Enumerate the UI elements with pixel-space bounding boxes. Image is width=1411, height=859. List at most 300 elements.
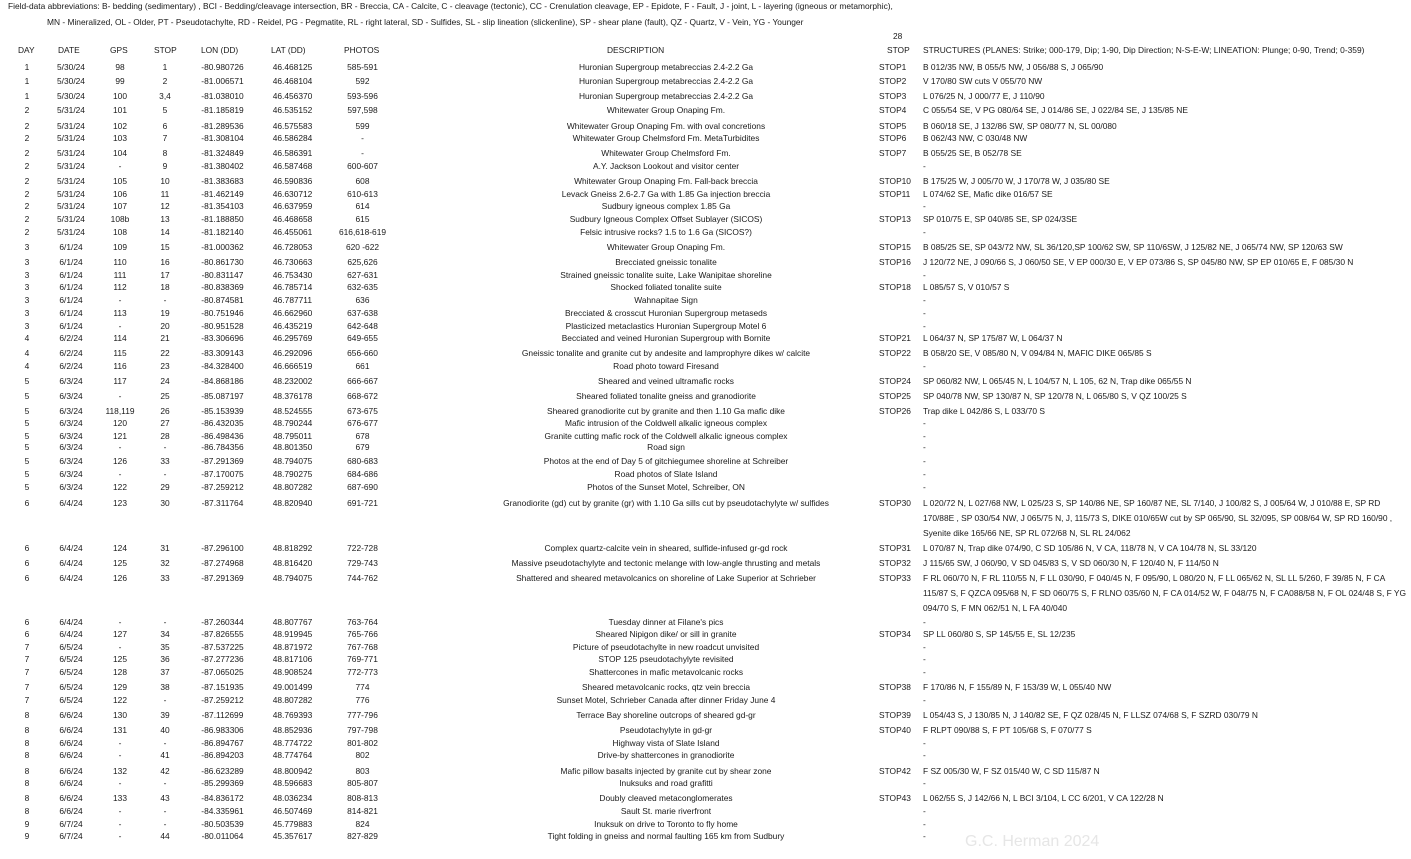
cell-photos: 729-743	[347, 558, 378, 568]
cell-description: Massive pseudotachylyte and tectonic melange with low-angle thrusting and metals	[511, 558, 821, 568]
cell-date: 6/2/24	[59, 333, 83, 343]
cell-photos: 808-813	[347, 793, 378, 803]
cell-day: 6	[24, 543, 30, 553]
cell-gps: 128	[113, 667, 127, 677]
cell-stop: 28	[160, 431, 170, 441]
cell-photos: 620 -622	[345, 242, 380, 252]
cell-date: 5/31/24	[57, 161, 85, 171]
cell-day: 5	[24, 469, 30, 479]
cell-stop-id: STOP3	[879, 91, 907, 101]
cell-lon: -87.274968	[201, 558, 244, 568]
cell-gps: 114	[113, 333, 127, 343]
cell-gps: 131	[113, 725, 127, 735]
cell-lon: -80.751946	[201, 308, 244, 318]
cell-photos: 637-638	[347, 308, 378, 318]
header-stop-id: STOP	[887, 45, 910, 55]
cell-photos: 597,598	[347, 105, 378, 115]
cell-description: Brecciated gneissic tonalite	[615, 257, 717, 267]
cell-description: Tuesday dinner at Filane's pics	[608, 617, 724, 627]
cell-description: Huronian Supergroup metabreccias 2.4-2.2 Ga	[578, 76, 754, 86]
cell-lon: -87.259212	[201, 695, 244, 705]
cell-day: 3	[24, 295, 30, 305]
cell-structures: -	[923, 654, 926, 664]
cell-photos: 600-607	[347, 161, 378, 171]
cell-date: 6/1/24	[59, 270, 83, 280]
cell-structures: -	[923, 227, 926, 237]
cell-date: 6/3/24	[59, 376, 83, 386]
cell-day: 3	[24, 242, 30, 252]
cell-date: 5/31/24	[57, 148, 85, 158]
cell-stop: 5	[162, 105, 168, 115]
cell-stop: -	[163, 617, 167, 627]
cell-stop-id: STOP30	[879, 498, 911, 508]
cell-lon: -85.299369	[201, 778, 244, 788]
cell-day: 3	[24, 308, 30, 318]
cell-description: Sheared metavolcanic rocks, qtz vein breccia	[581, 682, 751, 692]
cell-structures: -	[923, 806, 926, 816]
cell-lat: 48.795011	[273, 431, 312, 441]
table-row	[0, 441, 1411, 453]
cell-lat: 48.801350	[272, 442, 313, 452]
cell-gps: 98	[115, 62, 125, 72]
cell-lon: -87.112699	[201, 710, 244, 720]
cell-lat: 46.787711	[273, 295, 312, 305]
cell-description: Complex quartz-calcite vein in sheared, sulfide-infused gr-gd rock	[544, 543, 788, 553]
cell-lat: 48.820940	[272, 498, 313, 508]
cell-lon: -80.831147	[201, 270, 244, 280]
cell-stop: 41	[160, 750, 170, 760]
table-row	[0, 572, 1411, 613]
cell-lat: 46.455061	[272, 227, 313, 237]
cell-date: 6/3/24	[59, 431, 83, 441]
cell-photos: 625,626	[347, 257, 378, 267]
cell-description: Sudbury igneous complex 1.85 Ga	[601, 201, 731, 211]
cell-date: 6/6/24	[59, 738, 83, 748]
cell-date: 6/4/24	[59, 617, 83, 627]
cell-date: 6/3/24	[59, 391, 83, 401]
cell-photos: 763-764	[347, 617, 378, 627]
cell-stop-id: STOP31	[879, 543, 911, 553]
cell-description: Sudbury Igneous Complex Offset Sublayer (SICOS)	[569, 214, 763, 224]
cell-photos: 684-686	[347, 469, 378, 479]
cell-photos: 687-690	[347, 482, 378, 492]
cell-photos: 801-802	[347, 738, 378, 748]
cell-lat: 46.587468	[272, 161, 313, 171]
cell-date: 6/6/24	[59, 725, 83, 735]
stop-count: 28	[893, 31, 903, 41]
cell-lat: 45.779883	[272, 819, 313, 829]
cell-date: 6/6/24	[59, 750, 83, 760]
cell-stop: 15	[160, 242, 170, 252]
cell-lat: 46.292096	[272, 348, 313, 358]
cell-day: 4	[24, 333, 30, 343]
cell-lat: 46.753430	[272, 270, 313, 280]
header-lon: LON (DD)	[201, 45, 239, 55]
cell-lat: 48.774764	[272, 750, 313, 760]
cell-lon: -87.291369	[201, 573, 244, 583]
cell-gps: -	[118, 295, 122, 305]
cell-stop: 14	[160, 227, 170, 237]
cell-date: 5/31/24	[57, 214, 85, 224]
cell-date: 6/1/24	[59, 257, 83, 267]
cell-day: 5	[24, 456, 30, 466]
cell-structures: B 060/18 SE, J 132/86 SW, SP 080/77 N, SL 00/080	[923, 121, 1117, 131]
cell-description: Road sign	[647, 442, 685, 452]
cell-lat: 48.376178	[272, 391, 313, 401]
cell-stop-id: STOP43	[879, 793, 911, 803]
cell-stop: 23	[160, 361, 170, 371]
cell-day: 2	[24, 189, 30, 199]
table-row	[0, 724, 1411, 736]
cell-lat: 46.468125	[272, 62, 313, 72]
cell-structures: L 062/55 S, J 142/66 N, L BCI 3/104, L CC 6/201, V CA 122/28 N	[923, 793, 1164, 803]
cell-day: 8	[24, 793, 30, 803]
cell-photos: 803	[355, 766, 370, 776]
cell-structures: SP LL 060/80 S, SP 145/55 E, SL 12/235	[923, 629, 1076, 639]
cell-gps: -	[118, 778, 122, 788]
cell-stop: 34	[160, 629, 170, 639]
cell-day: 9	[24, 819, 30, 829]
cell-photos: 649-655	[347, 333, 378, 343]
cell-lat: 48.908524	[272, 667, 313, 677]
cell-description: Picture of pseudotachylte in new roadcut unvisited	[572, 642, 760, 652]
cell-gps: 106	[113, 189, 127, 199]
cell-day: 2	[24, 148, 30, 158]
header-description: DESCRIPTION	[607, 45, 665, 55]
cell-description: Whitewater Group Chelmsford Fm.	[601, 148, 731, 158]
cell-photos: 632-635	[347, 282, 378, 292]
cell-stop: 22	[160, 348, 170, 358]
cell-stop: 35	[160, 642, 170, 652]
cell-stop: 38	[160, 682, 170, 692]
cell-structures: SP 010/75 E, SP 040/85 SE, SP 024/3SE	[923, 214, 1078, 224]
cell-lon: -87.065025	[201, 667, 244, 677]
cell-stop: 10	[160, 176, 170, 186]
cell-stop-id: STOP40	[879, 725, 911, 735]
cell-description: Strained gneissic tonalite suite, Lake Wanipitae shoreline	[560, 270, 772, 280]
cell-gps: 124	[113, 543, 127, 553]
cell-lat: 48.596683	[272, 778, 313, 788]
cell-date: 6/5/24	[59, 667, 83, 677]
cell-gps: 103	[113, 133, 127, 143]
cell-stop: 12	[160, 201, 170, 211]
cell-date: 6/1/24	[59, 308, 83, 318]
table-row	[0, 160, 1411, 172]
cell-lon: -80.874581	[201, 295, 244, 305]
cell-stop-id: STOP24	[879, 376, 911, 386]
cell-description: Highway vista of Slate Island	[612, 738, 720, 748]
table-row	[0, 481, 1411, 493]
cell-date: 6/3/24	[59, 418, 83, 428]
cell-day: 7	[24, 667, 30, 677]
cell-date: 6/1/24	[59, 282, 83, 292]
cell-structures: -	[923, 738, 926, 748]
cell-description: Becciated and veined Huronian Supergroup with Bornite	[561, 333, 771, 343]
cell-description: Sault St. marie riverfront	[620, 806, 712, 816]
cell-lon: -81.324849	[201, 148, 244, 158]
cell-lat: 46.575583	[272, 121, 313, 131]
cell-structures: B 175/25 W, J 005/70 W, J 170/78 W, J 035/80 SE	[923, 176, 1110, 186]
cell-structures: F 170/86 N, F 155/89 N, F 153/39 W, L 055/40 NW	[923, 682, 1112, 692]
cell-structures: -	[923, 695, 926, 705]
cell-stop: -	[163, 738, 167, 748]
table-row	[0, 694, 1411, 706]
cell-structures: Trap dike L 042/86 S, L 033/70 S	[923, 406, 1045, 416]
cell-description: Whitewater Group Onaping Fm. with oval concretions	[566, 121, 766, 131]
cell-gps: 121	[113, 431, 127, 441]
cell-lat: 46.666519	[272, 361, 313, 371]
table-row	[0, 830, 1411, 842]
cell-lon: -81.308104	[201, 133, 244, 143]
cell-date: 6/5/24	[59, 682, 83, 692]
cell-description: Sheared granodiorite cut by granite and then 1.10 Ga mafic dike	[547, 406, 785, 416]
cell-stop: -	[163, 806, 167, 816]
cell-day: 3	[24, 257, 30, 267]
cell-photos: 673-675	[347, 406, 378, 416]
table-row	[0, 281, 1411, 293]
cell-description: Mafic intrusion of the Coldwell alkalic igneous complex	[564, 418, 768, 428]
cell-day: 2	[24, 133, 30, 143]
cell-structures: SP 060/82 NW, L 065/45 N, L 104/57 N, L 105, 62 N, Trap dike 065/55 N	[923, 376, 1192, 386]
cell-description: Plasticized metaclastics Huronian Supergroup Motel 6	[565, 321, 767, 331]
cell-description: Levack Gneiss 2.6-2.7 Ga with 1.85 Ga injection breccia	[561, 189, 771, 199]
cell-date: 6/6/24	[59, 793, 83, 803]
cell-lon: -81.182140	[201, 227, 244, 237]
cell-date: 6/5/24	[59, 642, 83, 652]
cell-structures: F SZ 005/30 W, F SZ 015/40 W, C SD 115/87 N	[923, 766, 1100, 776]
cell-date: 5/31/24	[57, 105, 85, 115]
cell-photos: 680-683	[347, 456, 378, 466]
cell-description: Sheared foliated tonalite gneiss and granodiorite	[576, 391, 756, 401]
cell-lat: 48.807282	[272, 695, 313, 705]
cell-lat: 48.232002	[272, 376, 313, 386]
table-row	[0, 256, 1411, 268]
abbreviations-line-2: MN - Mineralized, OL - Older, PT - Pseudotachylte, RD - Reidel, PG - Pegmatite, RL - right lateral, SD - Sulfides, SL - slip lineation (slickenline), SP - shear plane (fault), QZ - Quartz, V - Vein, YG - Younger	[47, 17, 804, 27]
cell-description: Granodiorite (gd) cut by granite (gr) with 1.10 Ga sills cut by pseudotachylyte w/ sulfides	[503, 498, 829, 508]
cell-structures: B 055/25 SE, B 052/78 SE	[923, 148, 1022, 158]
cell-date: 5/30/24	[57, 76, 85, 86]
cell-stop-id: STOP22	[879, 348, 911, 358]
cell-gps: 107	[113, 201, 127, 211]
cell-stop: 1	[162, 62, 168, 72]
cell-stop: 9	[162, 161, 168, 171]
cell-lat: 48.852936	[272, 725, 313, 735]
cell-gps: 126	[113, 456, 127, 466]
cell-gps: 126	[113, 573, 127, 583]
cell-description: Inuksuks and road grafitti	[619, 778, 713, 788]
table-row	[0, 455, 1411, 467]
cell-photos: 814-821	[347, 806, 378, 816]
cell-stop-id: STOP5	[879, 121, 907, 131]
cell-structures: -	[923, 819, 926, 829]
cell-day: 9	[24, 831, 30, 841]
cell-lat: 48.524555	[272, 406, 313, 416]
cell-photos: 608	[355, 176, 370, 186]
cell-stop: -	[163, 295, 167, 305]
cell-stop: 11	[160, 189, 170, 199]
cell-lat: 46.295769	[272, 333, 313, 343]
table-row	[0, 468, 1411, 480]
cell-stop: 32	[160, 558, 170, 568]
cell-gps: 112	[113, 282, 127, 292]
cell-gps: 110	[113, 257, 127, 267]
cell-stop: 33	[160, 573, 170, 583]
cell-photos: 661	[355, 361, 370, 371]
cell-lat: 46.435219	[272, 321, 313, 331]
cell-stop: 3,4	[159, 91, 171, 101]
cell-lat: 48.807282	[272, 482, 313, 492]
cell-description: Sheared and veined ultramafic rocks	[598, 376, 734, 386]
table-row	[0, 104, 1411, 116]
cell-stop-id: STOP7	[879, 148, 907, 158]
cell-day: 6	[24, 617, 30, 627]
cell-lon: -81.006571	[201, 76, 244, 86]
cell-description: Whitewater Group Onaping Fm. Fall-back breccia	[574, 176, 758, 186]
cell-stop: 24	[160, 376, 170, 386]
header-lat: LAT (DD)	[271, 45, 306, 55]
table-row	[0, 653, 1411, 665]
cell-photos: 691-721	[347, 498, 378, 508]
cell-day: 7	[24, 695, 30, 705]
cell-description: Doubly cleaved metaconglomerates	[599, 793, 733, 803]
cell-photos: 656-660	[347, 348, 378, 358]
table-row	[0, 200, 1411, 212]
cell-stop: 30	[160, 498, 170, 508]
cell-lon: -80.980726	[201, 62, 244, 72]
cell-description: Huronian Supergroup metabreccias 2.4-2.2 Ga	[578, 62, 754, 72]
cell-stop: 37	[160, 667, 170, 677]
cell-description: Granite cutting mafic rock of the Coldwell alkalic igneous complex	[544, 431, 788, 441]
cell-day: 8	[24, 750, 30, 760]
cell-lon: -86.784356	[201, 442, 244, 452]
table-row	[0, 332, 1411, 344]
cell-date: 6/4/24	[59, 573, 83, 583]
table-row	[0, 777, 1411, 789]
cell-photos: 772-773	[347, 667, 378, 677]
cell-description: Whitewater Group Chelmsford Fm. MetaTurbidites	[572, 133, 760, 143]
cell-photos: 805-807	[347, 778, 378, 788]
cell-stop: 19	[160, 308, 170, 318]
cell-structures: C 055/54 SE, V PG 080/64 SE, J 014/86 SE, J 022/84 SE, J 135/85 NE	[923, 105, 1188, 115]
cell-structures: J 120/72 NE, J 090/66 S, J 060/50 SE, V EP 000/30 E, V EP 073/86 S, SP 045/80 NW, SP EP 010/65 E, F 085/30 N	[923, 257, 1354, 267]
cell-day: 3	[24, 270, 30, 280]
cell-gps: 120	[113, 418, 127, 428]
cell-date: 5/31/24	[57, 133, 85, 143]
cell-lon: -86.623289	[201, 766, 244, 776]
cell-date: 6/5/24	[59, 654, 83, 664]
cell-date: 6/3/24	[59, 482, 83, 492]
cell-description: Felsic intrusive rocks? 1.5 to 1.6 Ga (SICOS?)	[580, 227, 752, 237]
cell-date: 5/31/24	[57, 189, 85, 199]
cell-gps: 113	[113, 308, 127, 318]
cell-lat: 46.730663	[272, 257, 313, 267]
cell-structures: L 076/25 N, J 000/77 E, J 110/90	[923, 91, 1045, 101]
cell-lon: -87.311764	[201, 498, 244, 508]
cell-stop-id: STOP2	[879, 76, 907, 86]
cell-stop-id: STOP6	[879, 133, 907, 143]
cell-structures: B 062/43 NW, C 030/48 NW	[923, 133, 1028, 143]
cell-structures: V 170/80 SW cuts V 055/70 NW	[923, 76, 1043, 86]
cell-day: 5	[24, 482, 30, 492]
cell-lon: -84.836172	[201, 793, 244, 803]
cell-day: 6	[24, 558, 30, 568]
cell-gps: 101	[113, 105, 127, 115]
cell-lon: -83.309143	[201, 348, 244, 358]
watermark: G.C. Herman 2024	[965, 833, 1100, 850]
cell-gps: 118,119	[105, 406, 135, 416]
cell-gps: -	[118, 391, 122, 401]
cell-gps: 108b	[110, 214, 130, 224]
cell-lon: -80.011064	[201, 831, 244, 841]
cell-structures: -	[923, 270, 926, 280]
cell-stop: 17	[160, 270, 170, 280]
cell-gps: 116	[113, 361, 127, 371]
cell-structures: -	[923, 617, 926, 627]
cell-stop: 39	[160, 710, 170, 720]
cell-date: 6/5/24	[59, 695, 83, 705]
cell-day: 2	[24, 214, 30, 224]
cell-stop: 2	[162, 76, 168, 86]
cell-structures: -	[923, 469, 926, 479]
cell-stop-id: STOP4	[879, 105, 907, 115]
cell-stop: 40	[160, 725, 170, 735]
cell-day: 7	[24, 682, 30, 692]
cell-lat: 48.036234	[272, 793, 313, 803]
cell-gps: 102	[113, 121, 127, 131]
cell-gps: -	[118, 321, 122, 331]
cell-gps: 123	[113, 498, 127, 508]
cell-day: 1	[24, 76, 30, 86]
cell-lon: -87.537225	[201, 642, 244, 652]
cell-description: Shattered and sheared metavolcanics on shoreline of Lake Superior at Schrieber	[516, 573, 816, 583]
table-row	[0, 147, 1411, 159]
cell-structures: L 054/43 S, J 130/85 N, J 140/82 SE, F QZ 028/45 N, F LLSZ 074/68 S, F SZRD 030/79 N	[923, 710, 1258, 720]
header-structures: STRUCTURES (PLANES: Strike; 000-179, Dip; 1-90, Dip Direction; N-S-E-W; LINEATION: Plunge; 0-90, Trend; 0-359)	[923, 45, 1365, 55]
cell-day: 5	[24, 431, 30, 441]
cell-lon: -80.503539	[201, 819, 244, 829]
cell-date: 5/30/24	[57, 91, 85, 101]
cell-lat: 46.662960	[272, 308, 313, 318]
cell-day: 5	[24, 391, 30, 401]
cell-gps: 100	[113, 91, 127, 101]
cell-stop: 36	[160, 654, 170, 664]
table-row	[0, 375, 1411, 387]
cell-date: 6/4/24	[59, 629, 83, 639]
cell-structures: L 070/87 N, Trap dike 074/90, C SD 105/86 N, V CA, 118/78 N, V CA 104/78 N, SL 33/120	[923, 543, 1257, 553]
cell-photos: 668-672	[347, 391, 378, 401]
cell-photos: 769-771	[347, 654, 378, 664]
table-row	[0, 749, 1411, 761]
cell-structures: -	[923, 831, 926, 841]
table-row	[0, 792, 1411, 804]
cell-lon: -84.868186	[201, 376, 244, 386]
cell-lon: -81.188850	[201, 214, 244, 224]
cell-structures: -	[923, 321, 926, 331]
cell-structures: -	[923, 778, 926, 788]
cell-photos: 776	[355, 695, 370, 705]
cell-structures: J 115/65 SW, J 060/90, V SD 045/83 S, V SD 060/30 N, F 120/40 N, F 114/50 N	[923, 558, 1219, 568]
table-row	[0, 294, 1411, 306]
cell-stop: -	[163, 695, 167, 705]
cell-gps: -	[118, 819, 122, 829]
cell-stop: 6	[162, 121, 168, 131]
cell-date: 5/31/24	[57, 176, 85, 186]
cell-day: 6	[24, 629, 30, 639]
cell-lat: 46.637959	[272, 201, 313, 211]
table-row	[0, 61, 1411, 73]
cell-stop: 43	[160, 793, 170, 803]
table-row	[0, 542, 1411, 554]
